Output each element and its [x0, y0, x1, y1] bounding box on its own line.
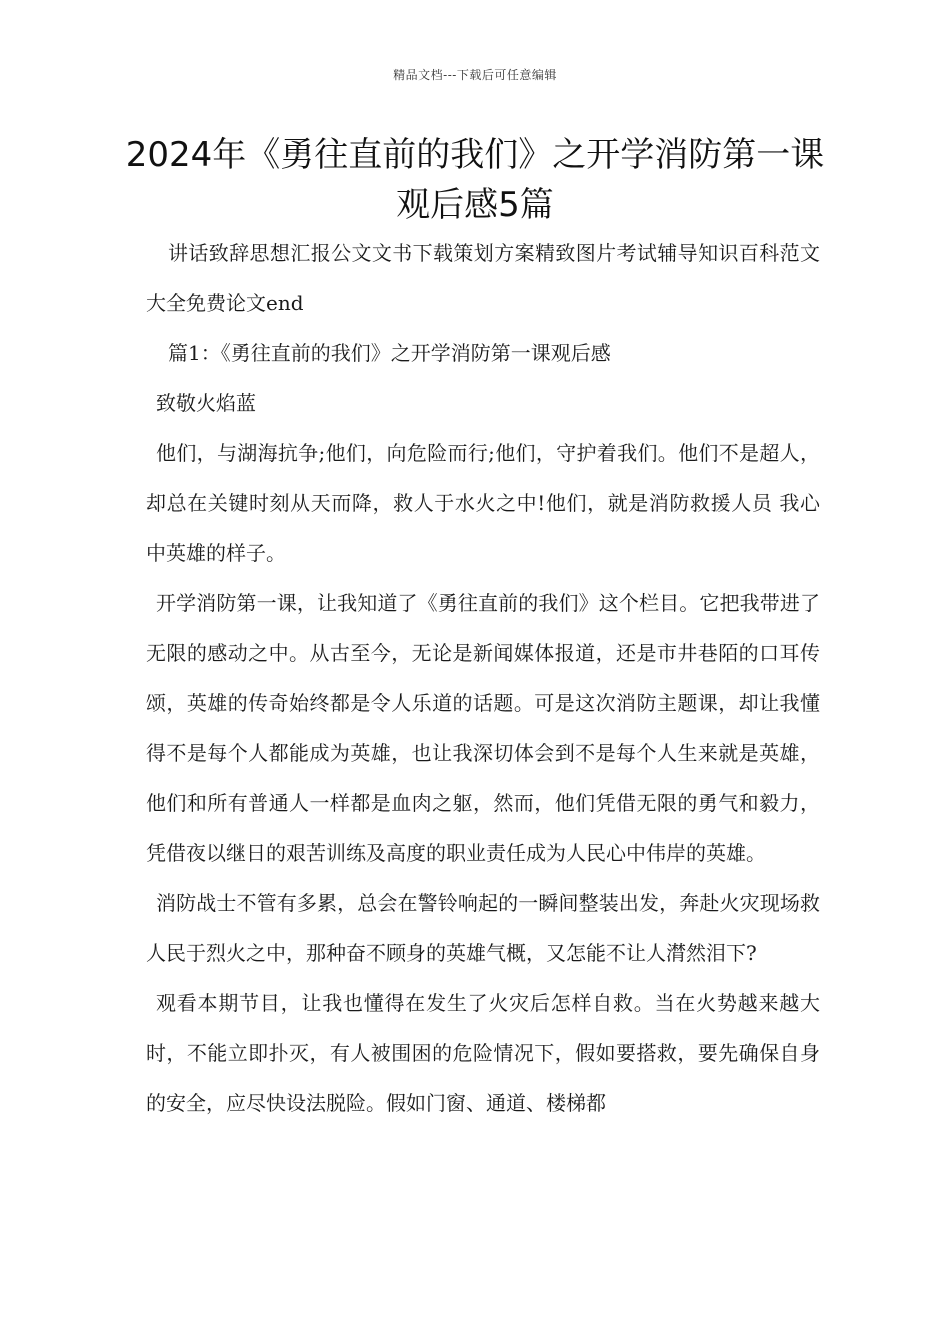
body-paragraph: 开学消防第一课，让我知道了《勇往直前的我们》这个栏目。它把我带进了无限的感动之中。从古至今，无论是新闻媒体报道，还是市井巷陌的口耳传颂，英雄的传奇始终都是令人乐道的话题。可是这次消防主题课，却让我懂得不是每个人都能成为英雄，也让我深切体会到不是每个人生来就是英雄，他们和所有普通人一样都是血肉之躯，然而，他们凭借无限的勇气和毅力，凭借夜以继日的艰苦训练及高度的职业责任成为人民心中伟岸的英雄。	[146, 591, 820, 865]
section-subtitle: 致敬火焰蓝	[156, 391, 256, 415]
keywords-paragraph: 讲话致辞思想汇报公文文书下载策划方案精致图片考试辅导知识百科范文大全免费论文end	[146, 241, 820, 315]
body-paragraph: 他们，与湖海抗争;他们，向危险而行;他们，守护着我们。他们不是超人，却总在关键时刻从天而降，救人于水火之中!他们，就是消防救援人员 我心中英雄的样子。	[146, 441, 820, 565]
document-body	[146, 228, 820, 1128]
document-title: 2024年《勇往直前的我们》之开学消防第一课观后感5篇	[125, 135, 825, 225]
header-note: 精品文档---下载后可任意编辑	[393, 68, 557, 82]
section-heading: 篇1：《勇往直前的我们》之开学消防第一课观后感	[168, 341, 611, 365]
body-paragraph: 消防战士不管有多累，总会在警铃响起的一瞬间整装出发，奔赴火灾现场救人民于烈火之中，那种奋不顾身的英雄气概，又怎能不让人潸然泪下?	[146, 891, 820, 965]
body-paragraph: 观看本期节目，让我也懂得在发生了火灾后怎样自救。当在火势越来越大时，不能立即扑灭，有人被围困的危险情况下，假如要搭救，要先确保自身的安全，应尽快设法脱险。假如门窗、通道、楼梯都	[146, 991, 820, 1115]
